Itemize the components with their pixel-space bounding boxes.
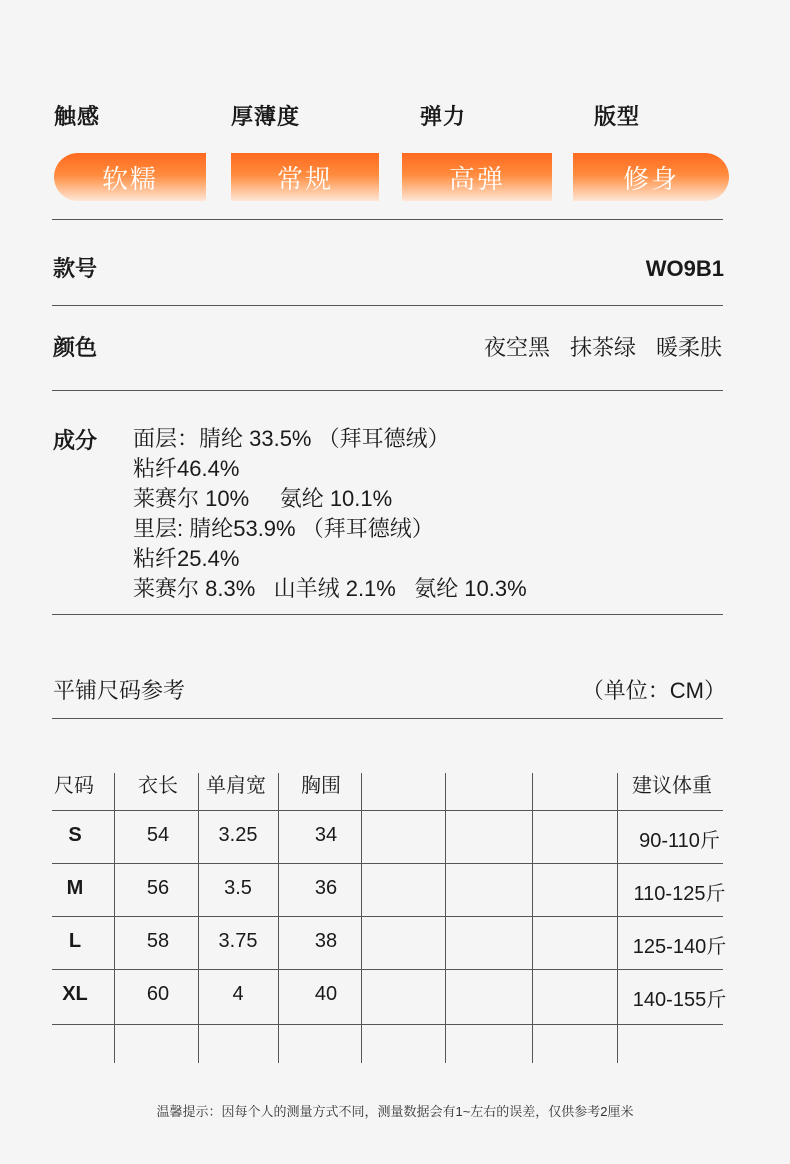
color-option: 夜空黑 (483, 335, 550, 360)
attribute-value-fit: 修身 (573, 153, 729, 201)
attribute-label-feel: 触感 (54, 104, 101, 129)
table-cell-size: L (68, 930, 82, 952)
composition-list (133, 424, 527, 604)
attribute-label-thickness: 厚薄度 (231, 104, 301, 129)
composition-line: 面层：腈纶 33.5% （拜耳德绒） (133, 426, 450, 451)
table-cell-length: 58 (146, 930, 170, 952)
table-cell-size: XL (62, 983, 88, 1005)
table-cell-length: 56 (146, 877, 170, 899)
table-cell-shoulder: 3.75 (218, 930, 258, 952)
color-option: 暖柔肤 (655, 335, 722, 360)
table-cell-shoulder: 4 (232, 983, 244, 1005)
table-cell-size: M (66, 877, 84, 899)
size-chart-title: 平铺尺码参考 (53, 678, 186, 703)
color-option: 抹茶绿 (569, 335, 636, 360)
table-cell-chest: 34 (314, 824, 338, 846)
table-cell-shoulder: 3.5 (224, 877, 252, 899)
table-cell-weight: 140-155斤 (632, 989, 727, 1011)
table-header-size: 尺码 (54, 775, 94, 797)
composition-line: 莱赛尔 8.3% 山羊绒 2.1% 氨纶 10.3% (133, 576, 527, 601)
attribute-label-fit: 版型 (594, 104, 641, 129)
divider (52, 614, 723, 615)
composition-line: 粘纤46.4% (133, 456, 240, 481)
attribute-value-thickness: 常规 (231, 153, 379, 201)
table-header-length: 衣长 (138, 775, 178, 797)
table-cell-shoulder: 3.25 (218, 824, 258, 846)
table-header-chest: 胸围 (301, 775, 341, 797)
attribute-value-elasticity: 高弹 (402, 153, 552, 201)
divider (52, 718, 723, 719)
divider (52, 219, 723, 220)
composition-line: 里层: 腈纶53.9% （拜耳德绒） (133, 516, 434, 541)
composition-label: 成分 (53, 428, 98, 453)
table-cell-size: S (68, 824, 82, 846)
attribute-label-elasticity: 弹力 (420, 104, 467, 129)
table-cell-chest: 38 (314, 930, 338, 952)
measurement-note: 温馨提示：因每个人的测量方式不同，测量数据会有1~左右的误差，仅供参考2厘米 (156, 1104, 634, 1119)
table-header-weight: 建议体重 (632, 775, 712, 797)
table-cell-length: 60 (146, 983, 170, 1005)
color-options (484, 331, 722, 362)
style-no-value: WO9B1 (645, 256, 724, 281)
table-cell-weight: 90-110斤 (639, 830, 720, 852)
divider (52, 305, 723, 306)
attribute-value-feel: 软糯 (54, 153, 206, 201)
table-header-shoulder: 单肩宽 (206, 775, 266, 797)
divider (52, 390, 723, 391)
table-cell-length: 54 (146, 824, 170, 846)
size-chart-unit: （单位：CM） (581, 678, 726, 703)
composition-line: 莱赛尔 10% 氨纶 10.1% (133, 486, 393, 511)
color-label: 颜色 (53, 335, 98, 360)
table-cell-chest: 40 (314, 983, 338, 1005)
style-no-label: 款号 (53, 256, 98, 281)
table-cell-weight: 125-140斤 (632, 936, 727, 958)
table-cell-chest: 36 (314, 877, 338, 899)
composition-line: 粘纤25.4% (133, 546, 240, 571)
table-cell-weight: 110-125斤 (633, 883, 726, 905)
